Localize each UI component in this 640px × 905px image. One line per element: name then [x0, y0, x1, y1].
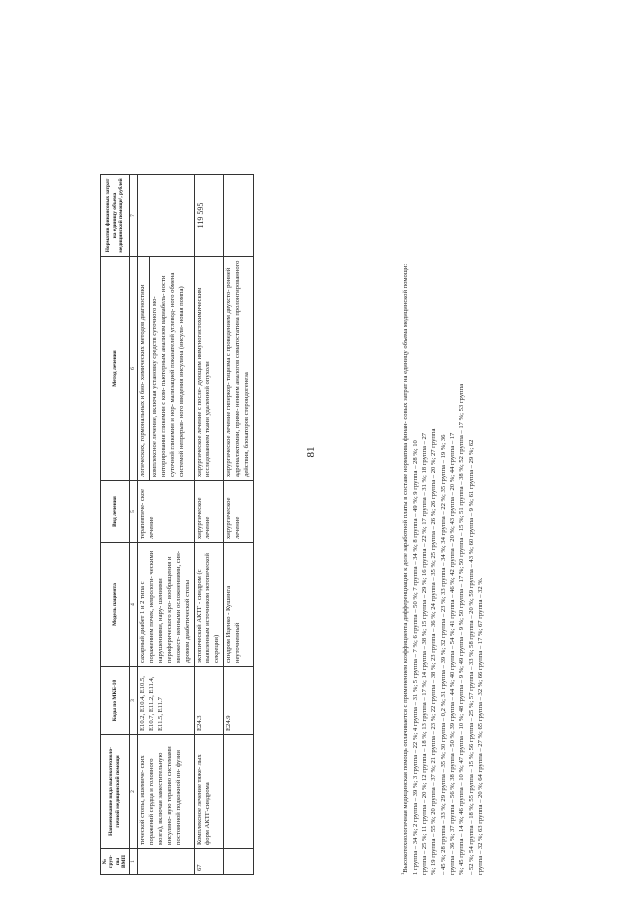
table-header-row [101, 175, 130, 875]
column-number: 1 [129, 849, 137, 875]
header-method: Метод лечения [101, 257, 130, 481]
column-number: 7 [129, 175, 137, 257]
table-row [194, 175, 224, 875]
type-cell: хирургическое лечение [194, 481, 224, 543]
column-number: 6 [129, 257, 137, 481]
header-type: Вид лечения [101, 481, 130, 543]
table-row [224, 175, 254, 875]
codes-cell: E24.9 [224, 667, 254, 735]
column-number-row [129, 175, 137, 875]
header-cost: Норматив финансовых затрат на единицу объема медицинской помощи¹, рублей [101, 175, 130, 257]
header-name: Наименование вида высокотехноло- гичной медицинской помощи [101, 735, 130, 849]
footnote-line: 1 группа – 34 %; 2 группа – 39 %; 3 группа – 22 %; 4 группа – 31 %; 5 группа – 7 %; 6 группа – 50 %; 7 группа – 34 %; 8 группа – 49 %; 9 группа – 28 %; 10 [411, 440, 419, 875]
method-continued-text: логических, гормональных и био- химических методов диагностики [139, 257, 150, 480]
method-cell: хирургическое лечение с после- дующим иммуногистохимическим исследованием ткани удаленной опухоли [194, 257, 224, 481]
column-number: 4 [129, 543, 137, 667]
footnote-line: группа – 36 %; 37 группа – 56 %; 38 группа – 50 %; 39 группа – 44 %; 40 группа – 54 %; 41 группа – 46 %; 42 группа – 20 %; 43 группа – 20 %; 44 группа – 17 [448, 432, 456, 875]
group-cell [224, 849, 254, 875]
footnote-line: %; 19 группа – 55 %; 20 группа – 37 %; 21 группа – 23 %; 22 группа – 38 %; 23 группа – 36 %; 24 группа – 35 %; 25 группа – 26 %; 26 группа – 20 %; 27 группа [430, 428, 438, 875]
cost-cell [138, 175, 194, 257]
method-cell: хирургическое лечение гиперкор- тицизма с проведением двухсто- ронней адреналэктомии, приме- нением аналогов соматостатина пролонгированного действия, блокаторов стероидогенеза [224, 257, 254, 481]
header-codes: Коды по МКБ-10 [101, 667, 130, 735]
method-cell [138, 257, 194, 481]
cost-cell: 119 595 [194, 175, 224, 257]
header-group: № груп- пы ВМП [101, 849, 130, 875]
footnote-intro [400, 175, 411, 875]
name-cell: тической стопы, ишемиче- ских поражений сердца и головного мозга), включая заместительную инсулино- вую терапию системами постоянной подкожной ин- фузии [138, 735, 194, 849]
column-number: 5 [129, 481, 137, 543]
cost-cell [224, 175, 254, 257]
type-cell: хирургическое лечение [224, 481, 254, 543]
codes-cell: E24.3 [194, 667, 224, 735]
footnote-line: группа – 25 %; 11 группа – 20 %; 12 группа – 18 %; 13 группа – 17 %; 14 группа – 38 %; 15 группа – 29 %; 16 группа – 22 %; 17 группа – 31 %; 18 группа – 27 [420, 432, 428, 875]
footnote-text: Высокотехнологичная медицинская помощь оплачивается с применением коэффициента дифференциации к доле заработной платы в составе норматива финан- совых затрат на единицу объема медицинской помощи: [402, 263, 410, 873]
column-number: 2 [129, 735, 137, 849]
column-number: 3 [129, 667, 137, 735]
model-cell: синдром Иценко - Кушинга неуточненный [224, 543, 254, 667]
model-cell: эктопический АКТГ - синдром (с выявленным источником эктопической секреции) [194, 543, 224, 667]
model-cell: сахарный диабет 1 и 2 типа с поражением почек, неврологи- ческими нарушениями, нару- шениями периферического кро- вообращения и множест- венными осложнениями, син- дромом диабетической стопы [138, 543, 194, 667]
method-text: комплексное лечение, включая установку средств суточного мо- ниторирования гликемии с ком- пьютерным анализом вариабель- ности суточной гликемии и нор- мализацией показателей углевод- ного обмена системой непрерыв- ного введения инсулина (инсули- новая помпа) [151, 272, 185, 477]
rotated-sheet [100, 175, 485, 875]
codes-cell: E10.2, E10.4, E10.5, E10.7, E11.2, E11.4, E11.5, E11.7 [138, 667, 194, 735]
footnote-line: %; 45 группа – 14 %; 46 группа – 10 %; 47 группа – 10 %; 48 группа – 9 %; 49 группа – 9 %; 50 группа – 17 %; 50 группа – 15 %; 51 группа – 38 %; 52 группа – 17 %; 53 группа [458, 383, 466, 875]
page-number: 81 [305, 446, 317, 458]
name-cell: Комплексное лечение тяже- лых форм АКТГ-синдрома [194, 735, 224, 849]
table-row [138, 175, 194, 875]
type-cell: терапевтиче- ское лечение [138, 481, 194, 543]
footnote-line: – 52 %; 54 группа – 18 %; 55 группа – 15 %; 56 группа – 25 %; 57 группа – 33 %; 58 группа – 20 %; 59 группа – 43 %; 60 группа – 9 %; 61 группа – 29 %; 62 [467, 439, 475, 875]
header-model: Модель пациента [101, 543, 130, 667]
group-cell: 67 [194, 849, 224, 875]
footnote-marker: 1 [400, 872, 405, 875]
footnote-line: – 45 %; 28 группа – 33 %; 29 группа – 35 %; 30 группа – 0,2 %; 31 группа – 39 %; 32 группа – 23 %; 33 группа – 34 %; 34 группа – 22 %; 35 группа – 19 %; 36 [439, 434, 447, 875]
name-cell [224, 735, 254, 849]
group-cell [138, 849, 194, 875]
footnote [400, 175, 485, 875]
vmp-table [100, 174, 254, 875]
footnote-line: группа – 32 %; 63 группа – 20 %; 64 группа – 27 %; 65 группа – 32 %; 66 группа – 17 %; 67 группа – 32 %. [477, 577, 485, 875]
